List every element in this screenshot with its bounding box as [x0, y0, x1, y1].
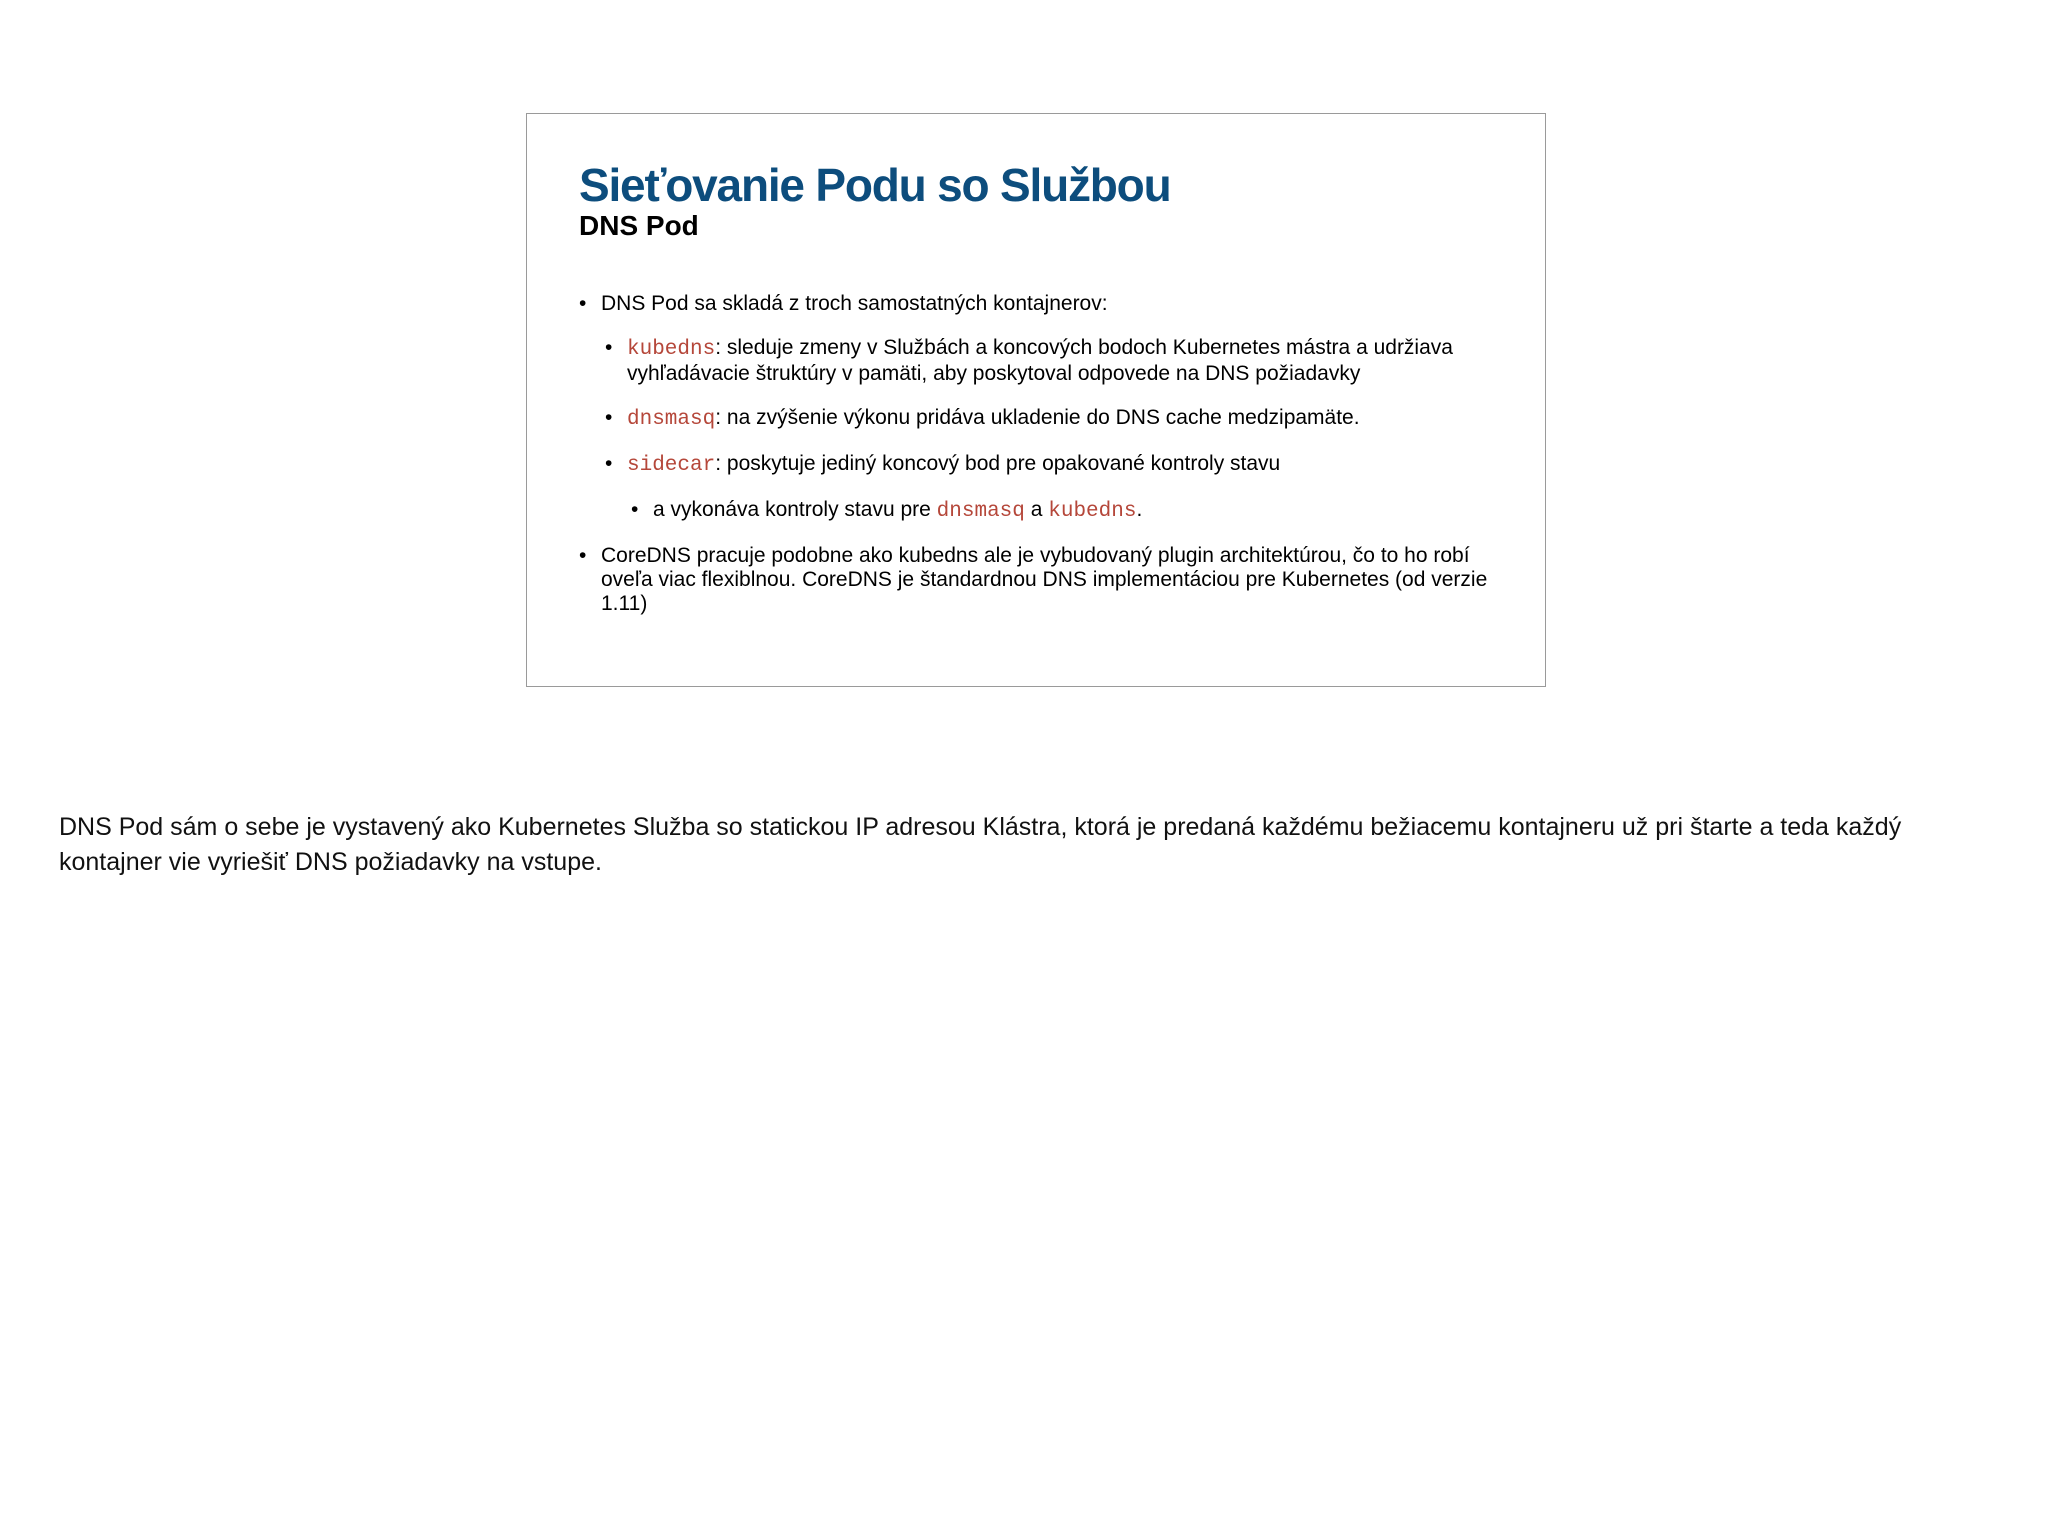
- code-sidecar: sidecar: [627, 454, 716, 477]
- bullet-text: : poskytuje jediný koncový bod pre opakované kontroly stavu: [715, 452, 1281, 475]
- bullet-text: : na zvýšenie výkonu pridáva ukladenie do DNS cache medzipamäte.: [715, 406, 1360, 429]
- slide-title: Sieťovanie Podu so Službou: [579, 159, 1171, 211]
- code-dnsmasq: dnsmasq: [936, 500, 1025, 523]
- code-kubedns: kubedns: [627, 338, 716, 361]
- bullet-list: [579, 292, 1519, 636]
- slide-subtitle: DNS Pod: [579, 210, 699, 241]
- slide-preview: [526, 113, 1546, 687]
- bullet-text: : sleduje zmeny v Službách a koncových bodoch Kubernetes mástra a udržiava vyhľadávacie štruktúry v pamäti, aby poskytoval odpovede na DNS požiadavky: [627, 336, 1453, 385]
- bullet-text: DNS Pod sa skladá z troch samostatných kontajnerov:: [601, 292, 1108, 315]
- bullet-health-checks: [631, 498, 1519, 524]
- speaker-notes: DNS Pod sám o sebe je vystavený ako Kubernetes Služba so statickou IP adresou Klástra, ktorá je predaná každému bežiacemu kontajneru už pri štarte a teda každý kontajner vie vyriešiť DNS požiadavky na vstupe.: [59, 813, 1902, 876]
- code-dnsmasq: dnsmasq: [627, 408, 716, 431]
- bullet-coredns: [579, 544, 1519, 616]
- bullet-text: a: [1024, 498, 1049, 521]
- bullet-sidecar: [605, 452, 1519, 478]
- code-kubedns: kubedns: [1048, 500, 1137, 523]
- bullet-text: CoreDNS pracuje podobne ako kubedns ale je vybudovaný plugin architektúrou, čo to ho robí oveľa viac flexiblnou. CoreDNS je štandardnou DNS implementáciou pre Kubernetes (od verzie 1.11): [601, 544, 1488, 615]
- bullet-dns-pod: [579, 292, 1519, 316]
- bullet-dnsmasq: [605, 406, 1519, 432]
- bullet-text: .: [1136, 498, 1143, 521]
- bullet-text: a vykonáva kontroly stavu pre: [653, 498, 937, 521]
- bullet-kubedns: [605, 336, 1519, 386]
